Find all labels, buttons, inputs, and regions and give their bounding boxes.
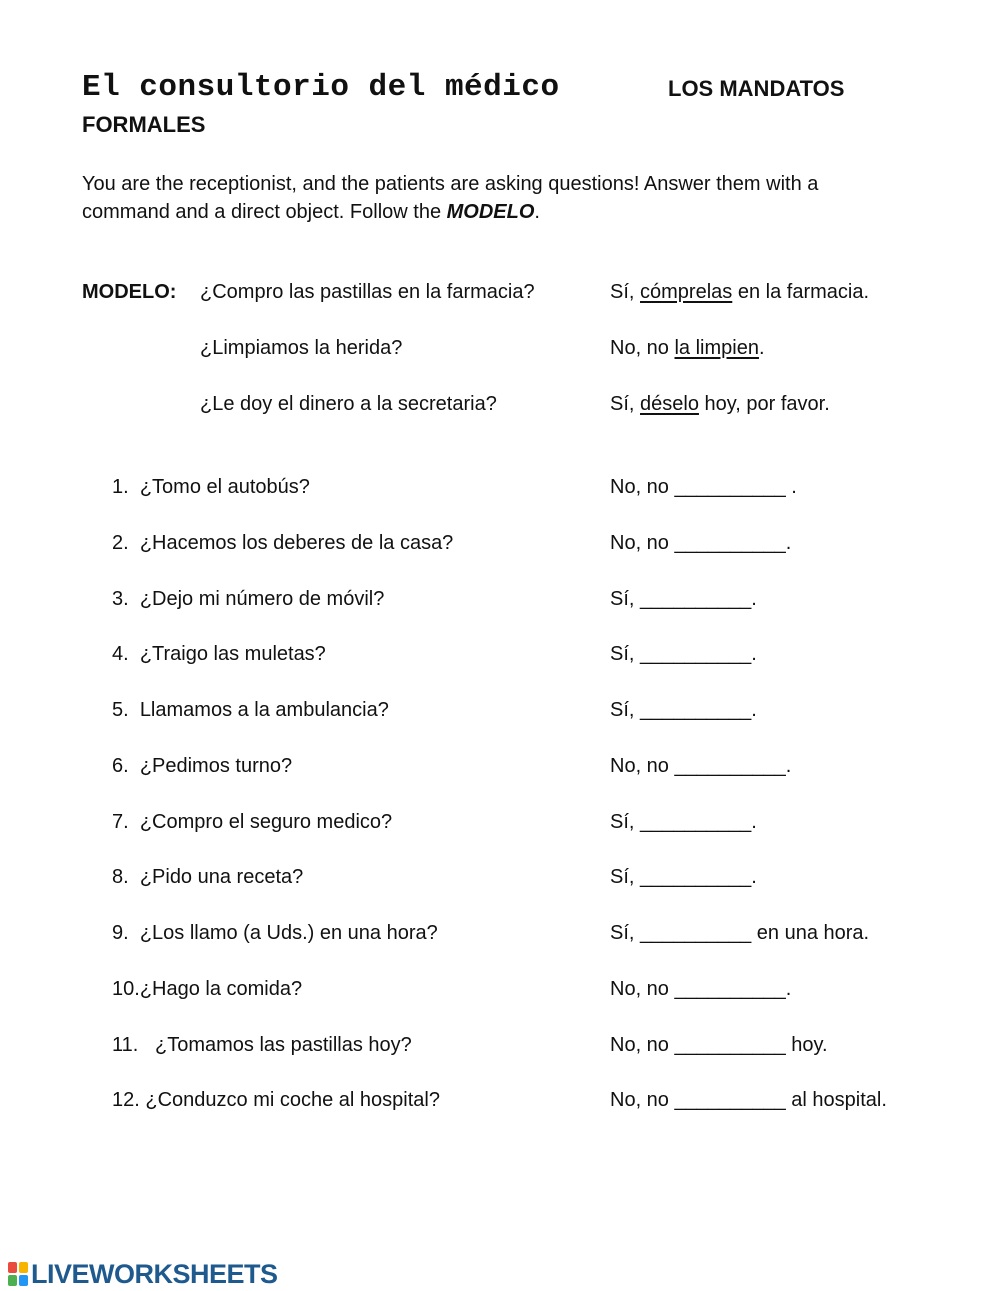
exercise-number: 7. [112, 811, 129, 833]
modelo-answer [610, 337, 765, 360]
modelo-question: ¿Limpiamos la herida? [200, 337, 403, 359]
exercise-number: 1. [112, 476, 129, 498]
exercise-answer[interactable]: Sí, __________. [610, 866, 757, 888]
exercise-question [112, 1089, 440, 1112]
answer-command: cómprelas [640, 281, 733, 303]
answer-prefix: Sí, [610, 393, 641, 415]
exercise-question-text: ¿Hacemos los deberes de la casa? [139, 532, 454, 554]
exercise-question-text: ¿Hago la comida? [139, 978, 303, 1000]
modelo-question: ¿Compro las pastillas en la farmacia? [200, 281, 535, 303]
exercise-question [112, 978, 302, 1001]
exercise-answer[interactable]: Sí, __________. [610, 588, 757, 610]
exercise-question [112, 643, 326, 666]
modelo-answer [610, 281, 869, 304]
exercise-question-text: Llamamos a la ambulancia? [139, 699, 389, 721]
answer-suffix: . [758, 337, 765, 359]
exercise-number: 6. [112, 755, 129, 777]
exercise-question-text: ¿Tomamos las pastillas hoy? [149, 1034, 412, 1056]
exercise-answer[interactable]: No, no __________. [610, 532, 792, 554]
modelo-label: MODELO: [82, 281, 177, 303]
exercise-question [112, 476, 310, 499]
exercise-answer[interactable]: Sí, __________. [610, 699, 757, 721]
exercise-answer[interactable]: Sí, __________. [610, 643, 757, 665]
instructions-end: . [534, 201, 540, 223]
logo-mark-icon [8, 1262, 28, 1286]
exercise-number: 10. [112, 978, 140, 1000]
instructions-emphasis: MODELO [446, 201, 535, 223]
answer-suffix: en la farmacia. [732, 281, 870, 303]
page-title: El consultorio del médico [82, 70, 560, 105]
exercise-number: 4. [112, 643, 129, 665]
exercise-question-text: ¿Pedimos turno? [139, 755, 293, 777]
exercise-question [112, 699, 389, 722]
exercise-number: 12. [112, 1089, 140, 1111]
exercise-question [112, 811, 392, 834]
modelo-answer [610, 393, 830, 416]
exercise-number: 11. [112, 1034, 139, 1056]
answer-prefix: No, no [610, 337, 675, 359]
exercise-question [112, 532, 453, 555]
answer-command: déselo [640, 393, 699, 415]
exercise-question [112, 588, 384, 611]
exercise-number: 5. [112, 699, 129, 721]
instructions-text: You are the receptionist, and the patients are asking questions! Answer them with a command and a direct object. Follow the [82, 173, 819, 223]
exercise-question-text: ¿Dejo mi número de móvil? [139, 588, 385, 610]
exercise-answer[interactable]: No, no __________ hoy. [610, 1034, 828, 1056]
exercise-answer[interactable]: Sí, __________. [610, 811, 757, 833]
logo-square-red [8, 1262, 17, 1273]
exercise-question-text: ¿Traigo las muletas? [139, 643, 326, 665]
answer-suffix: hoy, por favor. [698, 393, 830, 415]
liveworksheets-logo [8, 1260, 278, 1288]
instructions [82, 170, 902, 226]
exercise-answer[interactable]: No, no __________. [610, 755, 792, 777]
exercise-answer[interactable]: No, no __________ . [610, 476, 797, 498]
exercise-question-text: ¿Conduzco mi coche al hospital? [145, 1089, 440, 1111]
exercise-question [112, 866, 303, 889]
exercise-question [112, 922, 438, 945]
exercise-number: 8. [112, 866, 129, 888]
answer-prefix: Sí, [610, 281, 641, 303]
exercise-question [112, 1034, 412, 1057]
exercise-question-text: ¿Pido una receta? [139, 866, 304, 888]
exercise-answer[interactable]: Sí, __________ en una hora. [610, 922, 870, 944]
logo-square-green [8, 1275, 17, 1286]
logo-square-blue [19, 1275, 28, 1286]
exercise-question [112, 755, 292, 778]
exercise-answer[interactable]: No, no __________. [610, 978, 792, 1000]
exercise-number: 9. [112, 922, 129, 944]
page-subtitle: LOS MANDATOS [668, 76, 845, 101]
logo-text: LIVEWORKSHEETS [31, 1258, 278, 1289]
exercise-answer[interactable]: No, no __________ al hospital. [610, 1089, 887, 1111]
modelo-question: ¿Le doy el dinero a la secretaria? [200, 393, 497, 415]
page-subtitle-continued: FORMALES [82, 112, 206, 137]
answer-command: la limpien [674, 337, 759, 359]
exercise-number: 3. [112, 588, 129, 610]
exercise-number: 2. [112, 532, 129, 554]
exercise-question-text: ¿Tomo el autobús? [139, 476, 310, 498]
exercise-question-text: ¿Los llamo (a Uds.) en una hora? [139, 922, 438, 944]
logo-square-yellow [19, 1262, 28, 1273]
exercise-question-text: ¿Compro el seguro medico? [139, 811, 393, 833]
